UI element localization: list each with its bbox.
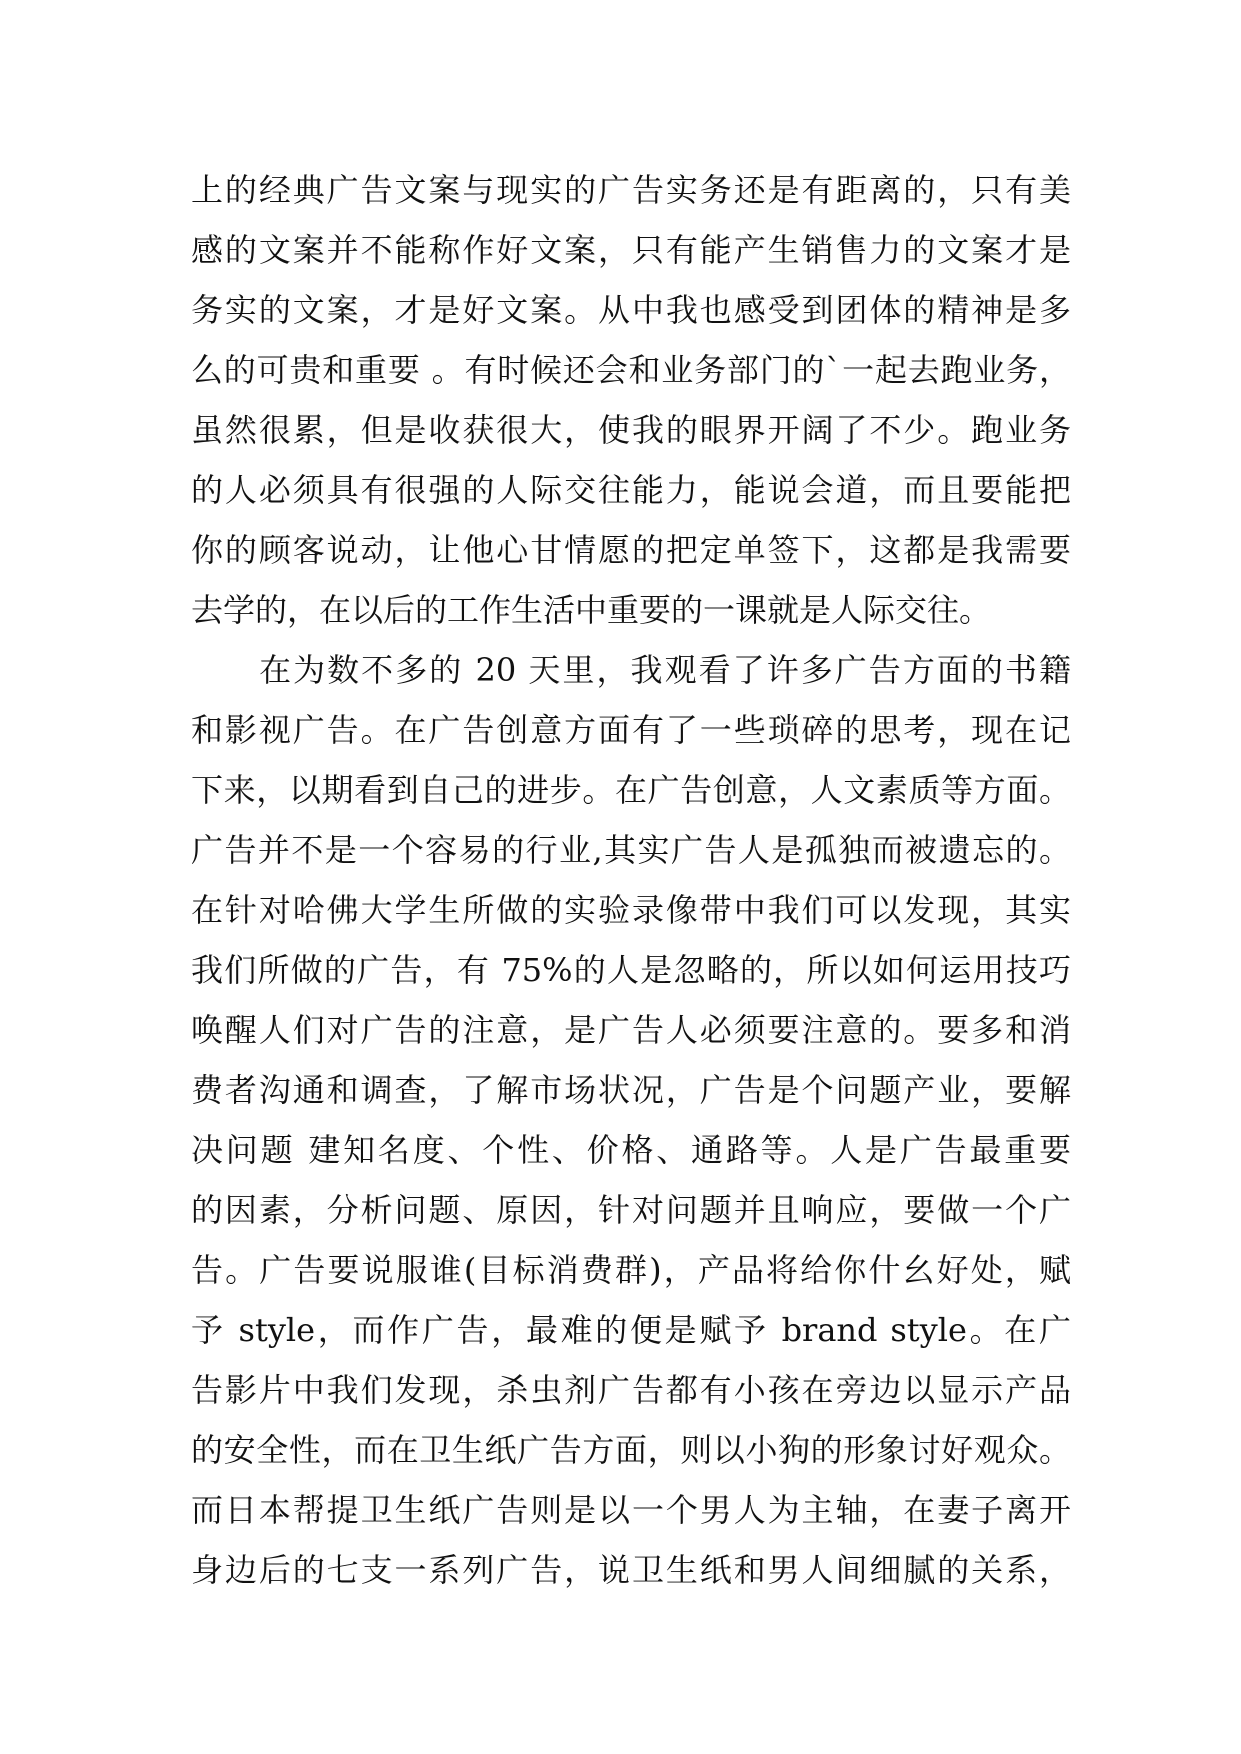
text-line: 和影视广告。在广告创意方面有了一些琐碎的思考，现在记 xyxy=(191,711,1071,749)
text-line: 费者沟通和调查，了解市场状况，广告是个问题产业，要解 xyxy=(191,1071,1071,1109)
text-line: 而日本帮提卫生纸广告则是以一个男人为主轴，在妻子离开 xyxy=(191,1491,1071,1529)
text-line: 虽然很累，但是收获很大，使我的眼界开阔了不少。跑业务 xyxy=(191,411,1071,449)
text-line: 告影片中我们发现，杀虫剂广告都有小孩在旁边以显示产品 xyxy=(191,1371,1071,1409)
text-line: 我们所做的广告，有 75%的人是忽略的，所以如何运用技巧 xyxy=(191,951,1071,989)
text-line: 感的文案并不能称作好文案，只有能产生销售力的文案才是 xyxy=(191,231,1071,269)
paragraph-2 xyxy=(191,640,1071,1600)
text-line: 下来，以期看到自己的进步。在广告创意，人文素质等方面。 xyxy=(191,771,1071,809)
text-line: 告。广告要说服谁(目标消费群)，产品将给你什幺好处，赋 xyxy=(191,1251,1071,1289)
text-line: 身边后的七支一系列广告，说卫生纸和男人间细腻的关系， xyxy=(191,1551,1071,1589)
text-line: 务实的文案，才是好文案。从中我也感受到团体的精神是多 xyxy=(191,291,1071,329)
text-line: 决问题 建知名度、个性、价格、通路等。人是广告最重要 xyxy=(191,1131,1071,1169)
text-line: 去学的，在以后的工作生活中重要的一课就是人际交往。 xyxy=(191,591,992,629)
text-line: 么的可贵和重要 。有时候还会和业务部门的`一起去跑业务， xyxy=(191,351,1071,389)
text-line: 的安全性，而在卫生纸广告方面，则以小狗的形象讨好观众。 xyxy=(191,1431,1071,1469)
text-line: 你的顾客说动，让他心甘情愿的把定单签下，这都是我需要 xyxy=(191,531,1071,569)
text-line: 上的经典广告文案与现实的广告实务还是有距离的，只有美 xyxy=(191,171,1071,209)
text-line: 广告并不是一个容易的行业,其实广告人是孤独而被遗忘的。 xyxy=(191,831,1071,869)
text-line: 予 style，而作广告，最难的便是赋予 brand style。在广 xyxy=(191,1311,1071,1349)
document-body xyxy=(191,160,1071,1600)
text-line: 唤醒人们对广告的注意，是广告人必须要注意的。要多和消 xyxy=(191,1011,1071,1049)
text-line: 的因素，分析问题、原因，针对问题并且响应，要做一个广 xyxy=(191,1191,1071,1229)
text-line: 的人必须具有很强的人际交往能力，能说会道，而且要能把 xyxy=(191,471,1071,509)
paragraph-1 xyxy=(191,160,1071,640)
text-line: 在针对哈佛大学生所做的实验录像带中我们可以发现，其实 xyxy=(191,891,1071,929)
text-line: 在为数不多的 20 天里，我观看了许多广告方面的书籍 xyxy=(191,651,1071,689)
